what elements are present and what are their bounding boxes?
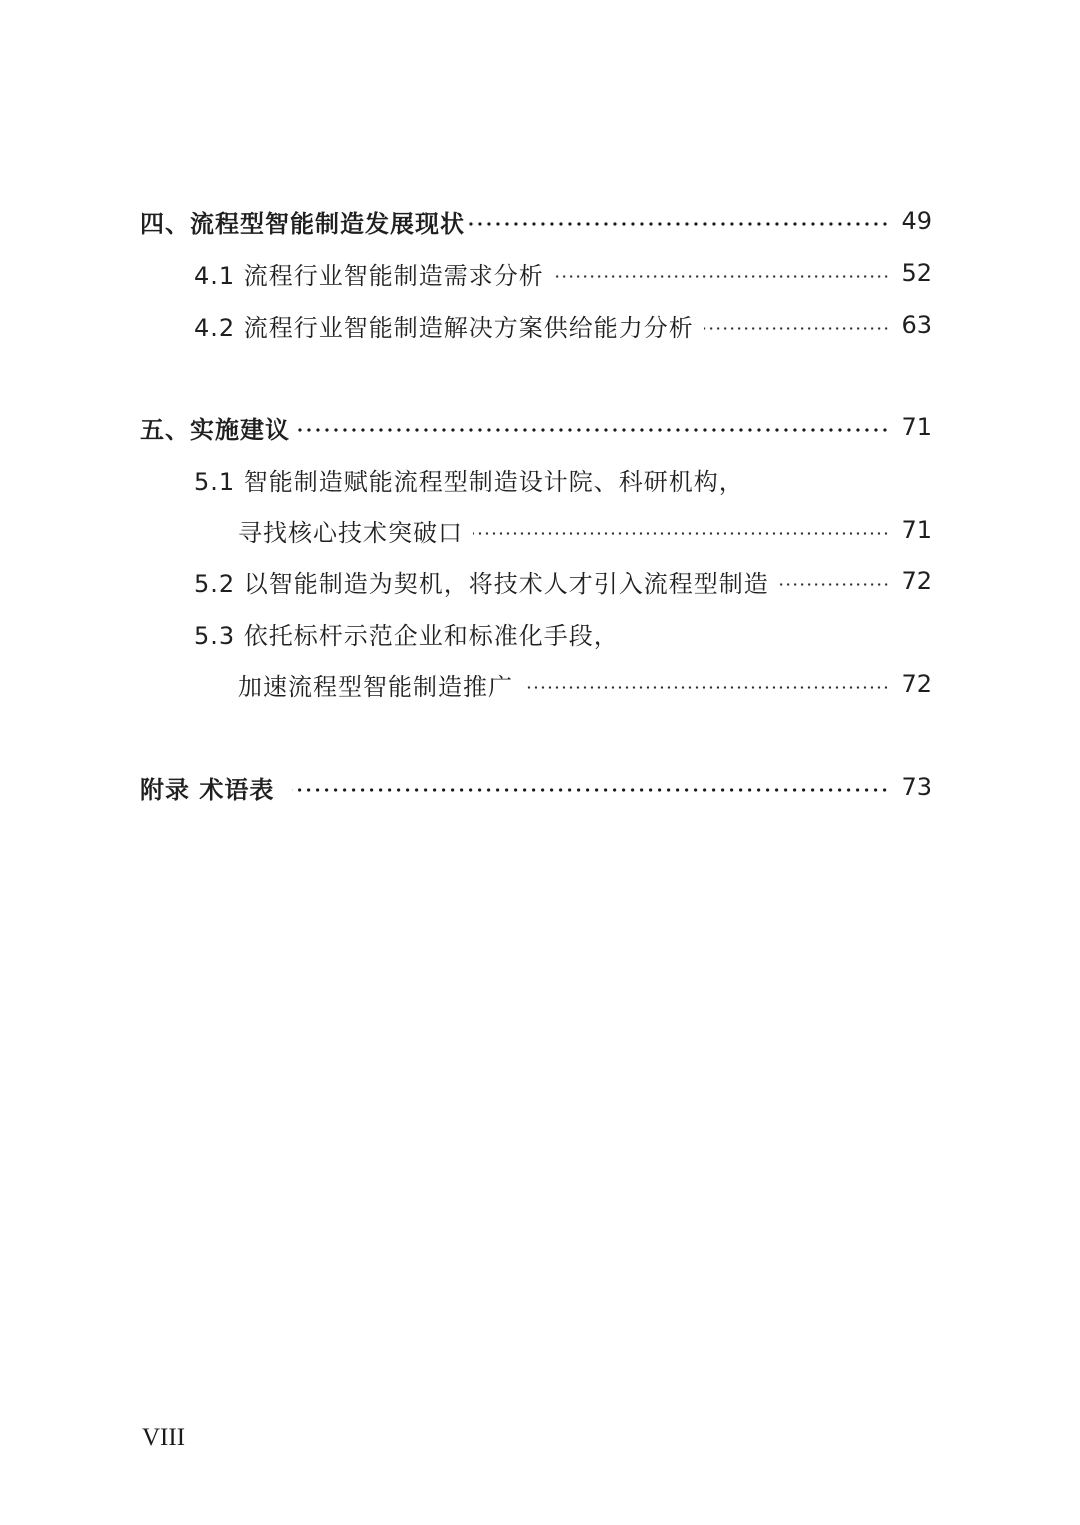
toc-entry-title: 4.2 流程行业智能制造解决方案供给能力分析: [194, 313, 694, 342]
toc-entry-page: 63: [901, 311, 932, 339]
toc-entry-page: 52: [901, 259, 932, 287]
toc-entry-title: 5.1 智能制造赋能流程型制造设计院、科研机构，: [194, 467, 744, 496]
toc-entry-page: 72: [901, 567, 932, 595]
toc-entry-section-4-2[interactable]: [194, 305, 932, 345]
dot-leader: [473, 532, 889, 535]
toc-entry-section-4-1[interactable]: [194, 253, 932, 293]
toc-entry-chapter-4[interactable]: [140, 201, 932, 241]
dot-leader: [469, 222, 889, 226]
toc-entry-page: 73: [901, 773, 932, 801]
toc-entry-title: 4.1 流程行业智能制造需求分析: [194, 261, 544, 290]
toc-entry-page: 49: [901, 207, 932, 235]
toc-entry-title: 四、流程型智能制造发展现状: [140, 209, 465, 238]
dot-leader: [779, 583, 890, 586]
dot-leader: [294, 428, 889, 432]
toc-entry-appendix[interactable]: [140, 767, 932, 807]
toc-entry-title: 5.3 依托标杆示范企业和标准化手段，: [194, 621, 619, 650]
toc-entry-page: 72: [901, 670, 932, 698]
toc-entry-section-5-3-line2[interactable]: [238, 664, 932, 704]
toc-entry-chapter-5[interactable]: [140, 407, 932, 447]
toc-entry-title: 五、实施建议: [140, 415, 290, 444]
dot-leader: [554, 275, 890, 278]
toc-entry-section-5-2[interactable]: [194, 561, 932, 601]
dot-leader: [523, 686, 889, 689]
toc-entry-title-continued: 加速流程型智能制造推广: [238, 672, 513, 701]
dot-leader: [704, 327, 890, 330]
page-number: VIII: [142, 1424, 186, 1451]
toc-entry-section-5-1-line2[interactable]: [238, 510, 932, 550]
toc-entry-page: 71: [901, 516, 932, 544]
toc-entry-page: 71: [901, 413, 932, 441]
toc-entry-section-5-1-line1[interactable]: [194, 459, 932, 499]
dot-leader: [292, 788, 889, 792]
toc-entry-title-continued: 寻找核心技术突破口: [238, 518, 463, 547]
toc-entry-section-5-3-line1[interactable]: [194, 613, 932, 653]
toc-entry-title: 附录 术语表: [140, 775, 275, 804]
toc-entry-title: 5.2 以智能制造为契机，将技术人才引入流程型制造: [194, 569, 769, 598]
